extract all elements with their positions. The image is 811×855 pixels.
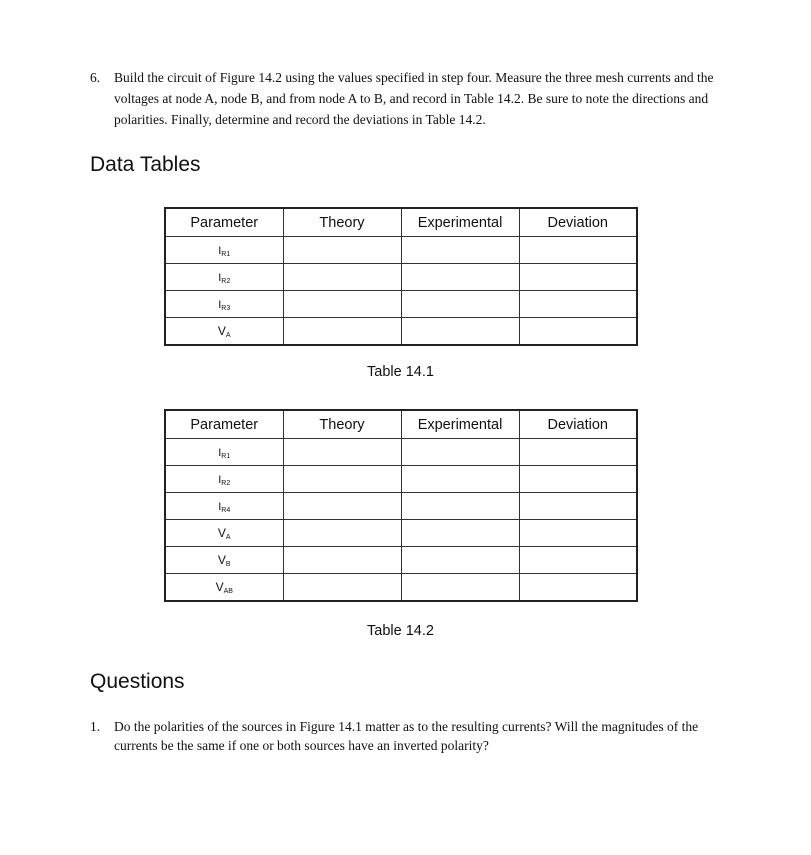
parameter-symbol: $I_{R3}$ bbox=[218, 299, 231, 312]
deviation-cell bbox=[519, 237, 637, 264]
experimental-cell bbox=[401, 574, 519, 602]
table-row bbox=[165, 318, 637, 346]
theory-cell bbox=[283, 520, 401, 547]
question-1 bbox=[90, 717, 730, 755]
parameter-symbol: $I_{R1}$ bbox=[218, 245, 231, 258]
parameter-cell bbox=[165, 547, 283, 574]
header-theory: Theory bbox=[283, 410, 401, 439]
deviation-cell bbox=[519, 574, 637, 602]
table-row bbox=[165, 264, 637, 291]
parameter-cell bbox=[165, 237, 283, 264]
theory-cell bbox=[283, 493, 401, 520]
parameter-symbol: $V_{AB}$ bbox=[215, 580, 233, 595]
experimental-cell bbox=[401, 318, 519, 346]
deviation-cell bbox=[519, 439, 637, 466]
theory-cell bbox=[283, 318, 401, 346]
parameter-symbol: $V_A$ bbox=[217, 526, 231, 541]
table-row bbox=[165, 574, 637, 602]
deviation-cell bbox=[519, 466, 637, 493]
deviation-cell bbox=[519, 493, 637, 520]
header-deviation: Deviation bbox=[519, 410, 637, 439]
table-row bbox=[165, 493, 637, 520]
table-row bbox=[165, 547, 637, 574]
table-header-row bbox=[165, 208, 637, 237]
theory-cell bbox=[283, 439, 401, 466]
header-experimental: Experimental bbox=[401, 410, 519, 439]
parameter-symbol: $V_A$ bbox=[217, 324, 231, 339]
table-row bbox=[165, 291, 637, 318]
experimental-cell bbox=[401, 291, 519, 318]
question-number: 1. bbox=[90, 719, 101, 734]
table-row bbox=[165, 439, 637, 466]
table-header-row bbox=[165, 410, 637, 439]
table-row bbox=[165, 237, 637, 264]
parameter-cell bbox=[165, 291, 283, 318]
header-deviation: Deviation bbox=[519, 208, 637, 237]
experimental-cell bbox=[401, 237, 519, 264]
header-parameter: Parameter bbox=[165, 410, 283, 439]
table-row bbox=[165, 520, 637, 547]
table-caption-14-1: Table 14.1 bbox=[367, 364, 434, 380]
experimental-cell bbox=[401, 439, 519, 466]
parameter-cell bbox=[165, 493, 283, 520]
table-caption-14-2: Table 14.2 bbox=[367, 623, 434, 639]
parameter-symbol: $I_{R2}$ bbox=[218, 474, 231, 487]
theory-cell bbox=[283, 264, 401, 291]
table-row bbox=[165, 466, 637, 493]
parameter-symbol: $V_B$ bbox=[217, 553, 231, 568]
deviation-cell bbox=[519, 291, 637, 318]
data-tables-heading: Data Tables bbox=[90, 153, 201, 176]
parameter-cell bbox=[165, 574, 283, 602]
experimental-cell bbox=[401, 264, 519, 291]
procedure-step-6 bbox=[90, 67, 720, 130]
parameter-symbol: $I_{R1}$ bbox=[218, 447, 231, 460]
theory-cell bbox=[283, 547, 401, 574]
theory-cell bbox=[283, 291, 401, 318]
experimental-cell bbox=[401, 520, 519, 547]
header-theory: Theory bbox=[283, 208, 401, 237]
parameter-symbol: $I_{R2}$ bbox=[218, 272, 231, 285]
step-text: Build the circuit of Figure 14.2 using the values specified in step four. Measure the three mesh currents and the voltages at node A, node B, and from node A to B, and record in Table 14.2. Be sure to note the directions and polarities. Finally, determine and record the deviations in Table 14.2. bbox=[114, 70, 714, 127]
data-table-14-2 bbox=[164, 409, 638, 602]
theory-cell bbox=[283, 237, 401, 264]
parameter-cell bbox=[165, 466, 283, 493]
deviation-cell bbox=[519, 547, 637, 574]
question-text: Do the polarities of the sources in Figure 14.1 matter as to the resulting currents? Will the magnitudes of the currents be the same if one or both sources have an inverted polarity? bbox=[114, 719, 699, 753]
experimental-cell bbox=[401, 493, 519, 520]
header-experimental: Experimental bbox=[401, 208, 519, 237]
theory-cell bbox=[283, 466, 401, 493]
theory-cell bbox=[283, 574, 401, 602]
parameter-cell bbox=[165, 520, 283, 547]
experimental-cell bbox=[401, 466, 519, 493]
parameter-symbol: $I_{R4}$ bbox=[218, 501, 231, 514]
data-table-14-1 bbox=[164, 207, 638, 346]
deviation-cell bbox=[519, 318, 637, 346]
parameter-cell bbox=[165, 318, 283, 346]
header-parameter: Parameter bbox=[165, 208, 283, 237]
step-number: 6. bbox=[90, 70, 101, 85]
questions-heading: Questions bbox=[90, 670, 185, 693]
deviation-cell bbox=[519, 264, 637, 291]
experimental-cell bbox=[401, 547, 519, 574]
deviation-cell bbox=[519, 520, 637, 547]
parameter-cell bbox=[165, 264, 283, 291]
parameter-cell bbox=[165, 439, 283, 466]
